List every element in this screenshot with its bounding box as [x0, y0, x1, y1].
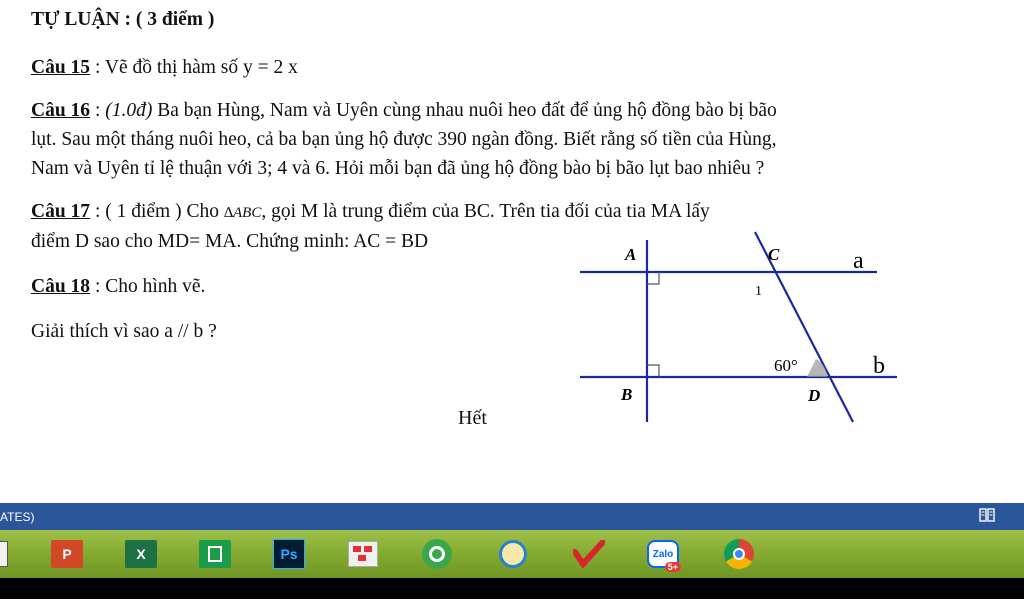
zalo-icon [647, 540, 679, 572]
triangle-abc: ∆ABC [223, 205, 262, 221]
taskbar-zalo[interactable] [646, 537, 680, 571]
end-text: Hết [458, 407, 487, 429]
question-17-line-1 [31, 200, 710, 225]
question-16-sep: : [90, 100, 106, 121]
unikey-icon [348, 541, 378, 567]
photoshop-icon [273, 539, 305, 569]
question-17-text-1a: : ( 1 điểm ) Cho [90, 201, 224, 222]
label-C: C [768, 245, 780, 264]
taskbar-chrome[interactable] [722, 537, 756, 571]
screen-bottom-bar [0, 578, 1024, 599]
label-A: A [625, 245, 637, 264]
cococ-icon [422, 539, 452, 569]
label-angle-1: 1 [755, 284, 762, 299]
section-heading: TỰ LUẬN : ( 3 điểm ) [31, 9, 215, 30]
taskbar-item-partial[interactable] [0, 537, 12, 571]
taskbar-geogebra[interactable] [496, 537, 530, 571]
zalo-label: Zalo [652, 548, 674, 560]
label-a: a [853, 248, 864, 274]
antivirus-icon [573, 540, 605, 568]
status-bar [0, 503, 1024, 530]
window-icon [0, 541, 8, 567]
label-D: D [808, 386, 821, 405]
publisher-icon [199, 540, 231, 568]
taskbar-antivirus[interactable] [572, 537, 606, 571]
taskbar-cococ[interactable] [420, 537, 454, 571]
label-angle-60: 60° [774, 356, 798, 375]
question-18 [31, 275, 205, 299]
powerpoint-letter: P [62, 546, 72, 562]
taskbar [0, 530, 1024, 578]
question-17-line-2: điểm D sao cho MD= MA. Chứng minh: AC = BD [31, 231, 429, 252]
photoshop-letter: Ps [280, 546, 298, 562]
excel-letter: X [136, 546, 146, 562]
right-angle-b [647, 365, 659, 377]
question-18-text: : Cho hình vẽ. [90, 276, 206, 297]
question-15-label: Câu 15 [31, 57, 91, 78]
read-mode-icon[interactable] [979, 508, 995, 522]
right-angle-a [647, 272, 659, 284]
taskbar-powerpoint[interactable] [50, 537, 84, 571]
question-15 [31, 56, 298, 80]
question-16-line-3: Nam và Uyên tỉ lệ thuận với 3; 4 và 6. Hỏi mỗi bạn đã ủng hộ đồng bào bị bão lụt bao nhiêu ? [31, 158, 765, 179]
angle-60-mark [807, 359, 827, 377]
zalo-badge: 5+ [665, 562, 681, 572]
label-b: b [873, 353, 885, 379]
geometry-figure [575, 228, 905, 428]
powerpoint-icon [51, 540, 83, 568]
question-18-label: Câu 18 [31, 276, 91, 297]
taskbar-unikey[interactable] [346, 537, 380, 571]
excel-icon [125, 540, 157, 568]
question-15-text: : Vẽ đồ thị hàm số y = 2 x [90, 57, 298, 78]
chrome-icon [724, 539, 754, 569]
status-text: ATES) [0, 510, 35, 524]
question-17-text-1b: , gọi M là trung điểm của BC. Trên tia đối của tia MA lấy [261, 201, 710, 222]
question-17-label: Câu 17 [31, 201, 91, 222]
question-16-points: (1.0đ) [105, 100, 153, 121]
question-16-text-1: Ba bạn Hùng, Nam và Uyên cùng nhau nuôi heo đất để ủng hộ đồng bào bị bão [152, 100, 777, 121]
question-18-question: Giải thích vì sao a // b ? [31, 321, 217, 342]
question-16-line-2: lụt. Sau một tháng nuôi heo, cả ba bạn ủng hộ được 390 ngàn đồng. Biết rằng số tiền của Hùng, [31, 129, 777, 150]
taskbar-publisher[interactable] [198, 537, 232, 571]
label-B: B [621, 385, 633, 404]
taskbar-photoshop[interactable] [272, 537, 306, 571]
taskbar-excel[interactable] [124, 537, 158, 571]
question-16-label: Câu 16 [31, 100, 91, 121]
question-16-line-1 [31, 99, 777, 123]
geogebra-icon [499, 540, 527, 568]
